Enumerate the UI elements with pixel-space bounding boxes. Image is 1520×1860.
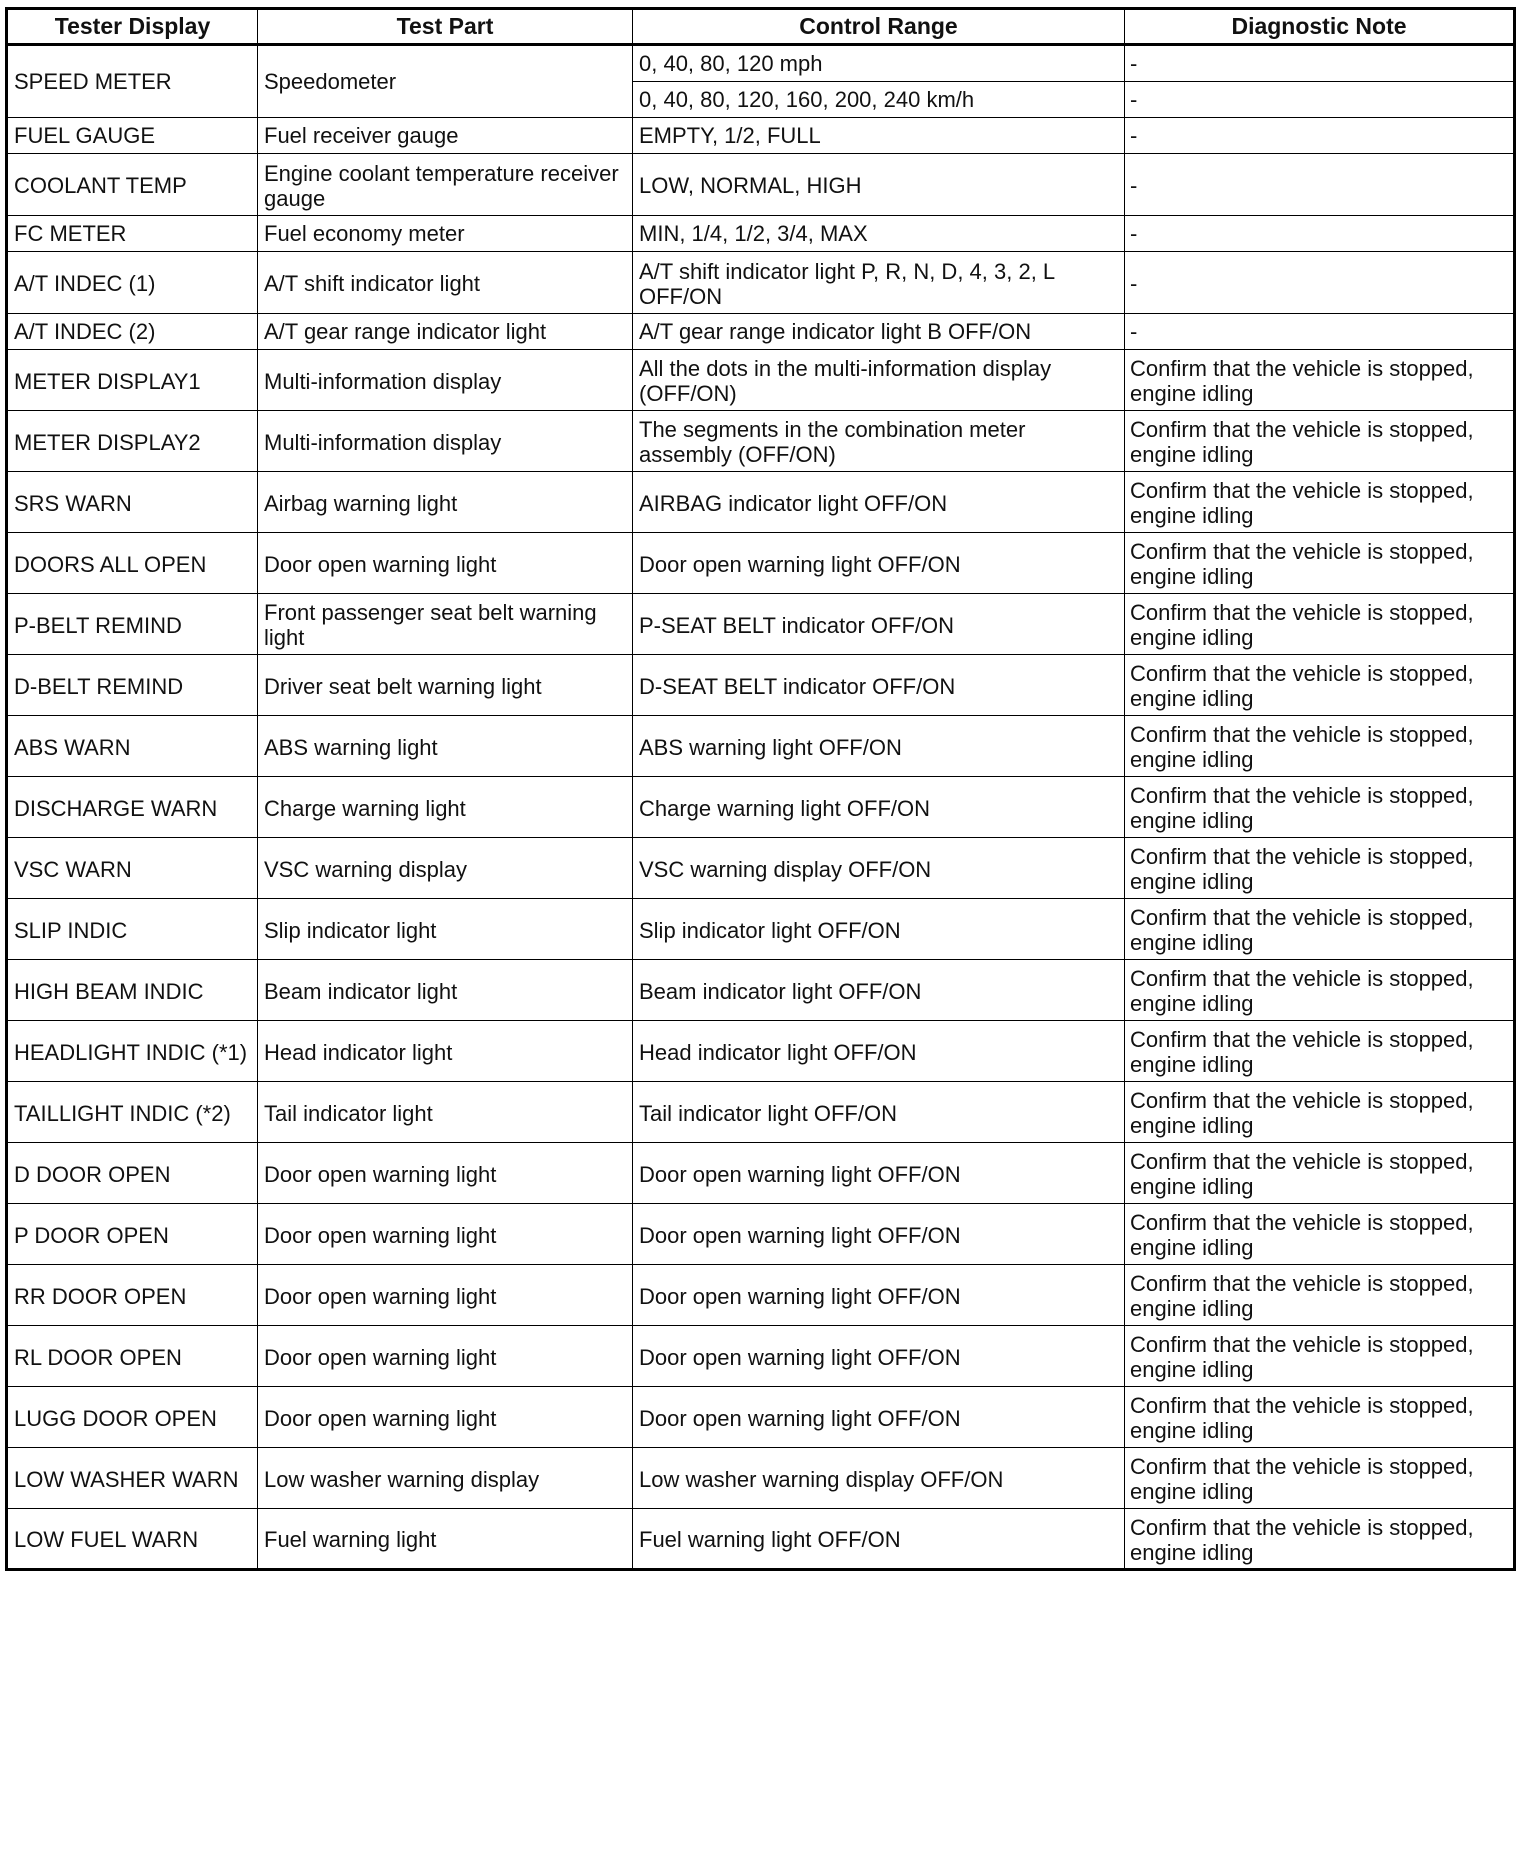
cell-tester-display: METER DISPLAY2 xyxy=(7,411,258,472)
cell-test-part: A/T gear range indicator light xyxy=(258,314,633,350)
cell-diagnostic-note: - xyxy=(1125,82,1515,118)
cell-diagnostic-note: Confirm that the vehicle is stopped, engine idling xyxy=(1125,960,1515,1021)
cell-diagnostic-note: Confirm that the vehicle is stopped, engine idling xyxy=(1125,777,1515,838)
cell-tester-display: LOW WASHER WARN xyxy=(7,1448,258,1509)
cell-test-part: Front passenger seat belt warning light xyxy=(258,594,633,655)
table-row xyxy=(7,314,1515,350)
table-row xyxy=(7,655,1515,716)
table-row xyxy=(7,777,1515,838)
cell-tester-display: SPEED METER xyxy=(7,45,258,118)
cell-tester-display: FC METER xyxy=(7,216,258,252)
cell-test-part: Multi-information display xyxy=(258,350,633,411)
cell-tester-display: METER DISPLAY1 xyxy=(7,350,258,411)
table-row xyxy=(7,350,1515,411)
table-row xyxy=(7,216,1515,252)
cell-test-part: Tail indicator light xyxy=(258,1082,633,1143)
cell-diagnostic-note: Confirm that the vehicle is stopped, engine idling xyxy=(1125,838,1515,899)
cell-control-range: EMPTY, 1/2, FULL xyxy=(633,118,1125,154)
cell-diagnostic-note: Confirm that the vehicle is stopped, engine idling xyxy=(1125,594,1515,655)
header-test-part: Test Part xyxy=(258,9,633,45)
cell-test-part: Fuel warning light xyxy=(258,1509,633,1570)
cell-diagnostic-note: Confirm that the vehicle is stopped, engine idling xyxy=(1125,533,1515,594)
header-control-range: Control Range xyxy=(633,9,1125,45)
cell-tester-display: LOW FUEL WARN xyxy=(7,1509,258,1570)
cell-test-part: A/T shift indicator light xyxy=(258,252,633,314)
table-row xyxy=(7,716,1515,777)
header-diagnostic-note: Diagnostic Note xyxy=(1125,9,1515,45)
cell-control-range: MIN, 1/4, 1/2, 3/4, MAX xyxy=(633,216,1125,252)
cell-diagnostic-note: - xyxy=(1125,118,1515,154)
cell-control-range: D-SEAT BELT indicator OFF/ON xyxy=(633,655,1125,716)
header-tester-display: Tester Display xyxy=(7,9,258,45)
cell-diagnostic-note: Confirm that the vehicle is stopped, engine idling xyxy=(1125,1082,1515,1143)
table-row xyxy=(7,118,1515,154)
cell-tester-display: HEADLIGHT INDIC (*1) xyxy=(7,1021,258,1082)
cell-tester-display: P DOOR OPEN xyxy=(7,1204,258,1265)
cell-control-range: P-SEAT BELT indicator OFF/ON xyxy=(633,594,1125,655)
cell-test-part: Door open warning light xyxy=(258,1204,633,1265)
table-row xyxy=(7,1509,1515,1570)
cell-tester-display: A/T INDEC (2) xyxy=(7,314,258,350)
document-page xyxy=(5,7,1516,1571)
table-row xyxy=(7,899,1515,960)
cell-diagnostic-note: - xyxy=(1125,314,1515,350)
table-row xyxy=(7,1265,1515,1326)
cell-tester-display: FUEL GAUGE xyxy=(7,118,258,154)
active-test-table xyxy=(5,7,1516,1571)
cell-tester-display: HIGH BEAM INDIC xyxy=(7,960,258,1021)
cell-test-part: Beam indicator light xyxy=(258,960,633,1021)
cell-diagnostic-note: Confirm that the vehicle is stopped, engine idling xyxy=(1125,1021,1515,1082)
cell-test-part: Charge warning light xyxy=(258,777,633,838)
cell-tester-display: LUGG DOOR OPEN xyxy=(7,1387,258,1448)
cell-diagnostic-note: Confirm that the vehicle is stopped, engine idling xyxy=(1125,350,1515,411)
cell-test-part: ABS warning light xyxy=(258,716,633,777)
cell-diagnostic-note: - xyxy=(1125,216,1515,252)
cell-test-part: Low washer warning display xyxy=(258,1448,633,1509)
cell-control-range: Door open warning light OFF/ON xyxy=(633,1265,1125,1326)
cell-test-part: Door open warning light xyxy=(258,1265,633,1326)
cell-control-range: Tail indicator light OFF/ON xyxy=(633,1082,1125,1143)
cell-control-range: The segments in the combination meter assembly (OFF/ON) xyxy=(633,411,1125,472)
cell-control-range: Door open warning light OFF/ON xyxy=(633,1143,1125,1204)
cell-tester-display: SRS WARN xyxy=(7,472,258,533)
cell-test-part: Door open warning light xyxy=(258,1387,633,1448)
table-row xyxy=(7,533,1515,594)
cell-control-range: Head indicator light OFF/ON xyxy=(633,1021,1125,1082)
cell-test-part: Airbag warning light xyxy=(258,472,633,533)
cell-diagnostic-note: Confirm that the vehicle is stopped, engine idling xyxy=(1125,655,1515,716)
cell-control-range: Door open warning light OFF/ON xyxy=(633,1326,1125,1387)
cell-test-part: Door open warning light xyxy=(258,1143,633,1204)
cell-control-range: Beam indicator light OFF/ON xyxy=(633,960,1125,1021)
cell-diagnostic-note: - xyxy=(1125,45,1515,82)
cell-tester-display: A/T INDEC (1) xyxy=(7,252,258,314)
cell-control-range: Low washer warning display OFF/ON xyxy=(633,1448,1125,1509)
cell-diagnostic-note: Confirm that the vehicle is stopped, engine idling xyxy=(1125,1265,1515,1326)
cell-diagnostic-note: Confirm that the vehicle is stopped, engine idling xyxy=(1125,1509,1515,1570)
cell-tester-display: TAILLIGHT INDIC (*2) xyxy=(7,1082,258,1143)
table-row xyxy=(7,838,1515,899)
cell-test-part: Head indicator light xyxy=(258,1021,633,1082)
cell-diagnostic-note: Confirm that the vehicle is stopped, engine idling xyxy=(1125,1387,1515,1448)
cell-control-range: Fuel warning light OFF/ON xyxy=(633,1509,1125,1570)
cell-diagnostic-note: Confirm that the vehicle is stopped, engine idling xyxy=(1125,1448,1515,1509)
cell-tester-display: D DOOR OPEN xyxy=(7,1143,258,1204)
table-row xyxy=(7,411,1515,472)
cell-control-range: LOW, NORMAL, HIGH xyxy=(633,154,1125,216)
cell-control-range: VSC warning display OFF/ON xyxy=(633,838,1125,899)
cell-tester-display: DOORS ALL OPEN xyxy=(7,533,258,594)
cell-tester-display: SLIP INDIC xyxy=(7,899,258,960)
cell-control-range: Door open warning light OFF/ON xyxy=(633,533,1125,594)
cell-test-part: Door open warning light xyxy=(258,533,633,594)
cell-control-range: Slip indicator light OFF/ON xyxy=(633,899,1125,960)
table-row xyxy=(7,1387,1515,1448)
cell-test-part: Speedometer xyxy=(258,45,633,118)
table-row xyxy=(7,1448,1515,1509)
cell-tester-display: COOLANT TEMP xyxy=(7,154,258,216)
cell-tester-display: DISCHARGE WARN xyxy=(7,777,258,838)
cell-test-part: Driver seat belt warning light xyxy=(258,655,633,716)
table-row-speed-meter xyxy=(7,45,1515,82)
cell-control-range: Door open warning light OFF/ON xyxy=(633,1204,1125,1265)
table-header-row xyxy=(7,9,1515,45)
cell-diagnostic-note: Confirm that the vehicle is stopped, engine idling xyxy=(1125,1326,1515,1387)
cell-tester-display: VSC WARN xyxy=(7,838,258,899)
table-row xyxy=(7,154,1515,216)
cell-test-part: Fuel receiver gauge xyxy=(258,118,633,154)
cell-tester-display: RL DOOR OPEN xyxy=(7,1326,258,1387)
table-row xyxy=(7,1326,1515,1387)
cell-test-part: Door open warning light xyxy=(258,1326,633,1387)
cell-control-range: Door open warning light OFF/ON xyxy=(633,1387,1125,1448)
table-row xyxy=(7,594,1515,655)
cell-control-range: AIRBAG indicator light OFF/ON xyxy=(633,472,1125,533)
cell-tester-display: P-BELT REMIND xyxy=(7,594,258,655)
cell-tester-display: D-BELT REMIND xyxy=(7,655,258,716)
cell-test-part: VSC warning display xyxy=(258,838,633,899)
table-row xyxy=(7,252,1515,314)
cell-diagnostic-note: Confirm that the vehicle is stopped, engine idling xyxy=(1125,899,1515,960)
cell-diagnostic-note: - xyxy=(1125,252,1515,314)
cell-control-range: A/T shift indicator light P, R, N, D, 4, 3, 2, L OFF/ON xyxy=(633,252,1125,314)
table-row xyxy=(7,472,1515,533)
cell-control-range: All the dots in the multi-information display (OFF/ON) xyxy=(633,350,1125,411)
cell-diagnostic-note: Confirm that the vehicle is stopped, engine idling xyxy=(1125,716,1515,777)
cell-diagnostic-note: Confirm that the vehicle is stopped, engine idling xyxy=(1125,1143,1515,1204)
cell-test-part: Slip indicator light xyxy=(258,899,633,960)
cell-control-range: A/T gear range indicator light B OFF/ON xyxy=(633,314,1125,350)
table-row xyxy=(7,1204,1515,1265)
table-row xyxy=(7,1143,1515,1204)
cell-control-range: 0, 40, 80, 120 mph xyxy=(633,45,1125,82)
table-row xyxy=(7,1082,1515,1143)
cell-diagnostic-note: Confirm that the vehicle is stopped, engine idling xyxy=(1125,472,1515,533)
cell-test-part: Fuel economy meter xyxy=(258,216,633,252)
cell-tester-display: RR DOOR OPEN xyxy=(7,1265,258,1326)
cell-control-range: Charge warning light OFF/ON xyxy=(633,777,1125,838)
table-row xyxy=(7,960,1515,1021)
cell-control-range: ABS warning light OFF/ON xyxy=(633,716,1125,777)
cell-diagnostic-note: - xyxy=(1125,154,1515,216)
cell-test-part: Multi-information display xyxy=(258,411,633,472)
cell-test-part: Engine coolant temperature receiver gauge xyxy=(258,154,633,216)
table-row xyxy=(7,1021,1515,1082)
cell-control-range: 0, 40, 80, 120, 160, 200, 240 km/h xyxy=(633,82,1125,118)
cell-tester-display: ABS WARN xyxy=(7,716,258,777)
cell-diagnostic-note: Confirm that the vehicle is stopped, engine idling xyxy=(1125,411,1515,472)
cell-diagnostic-note: Confirm that the vehicle is stopped, engine idling xyxy=(1125,1204,1515,1265)
